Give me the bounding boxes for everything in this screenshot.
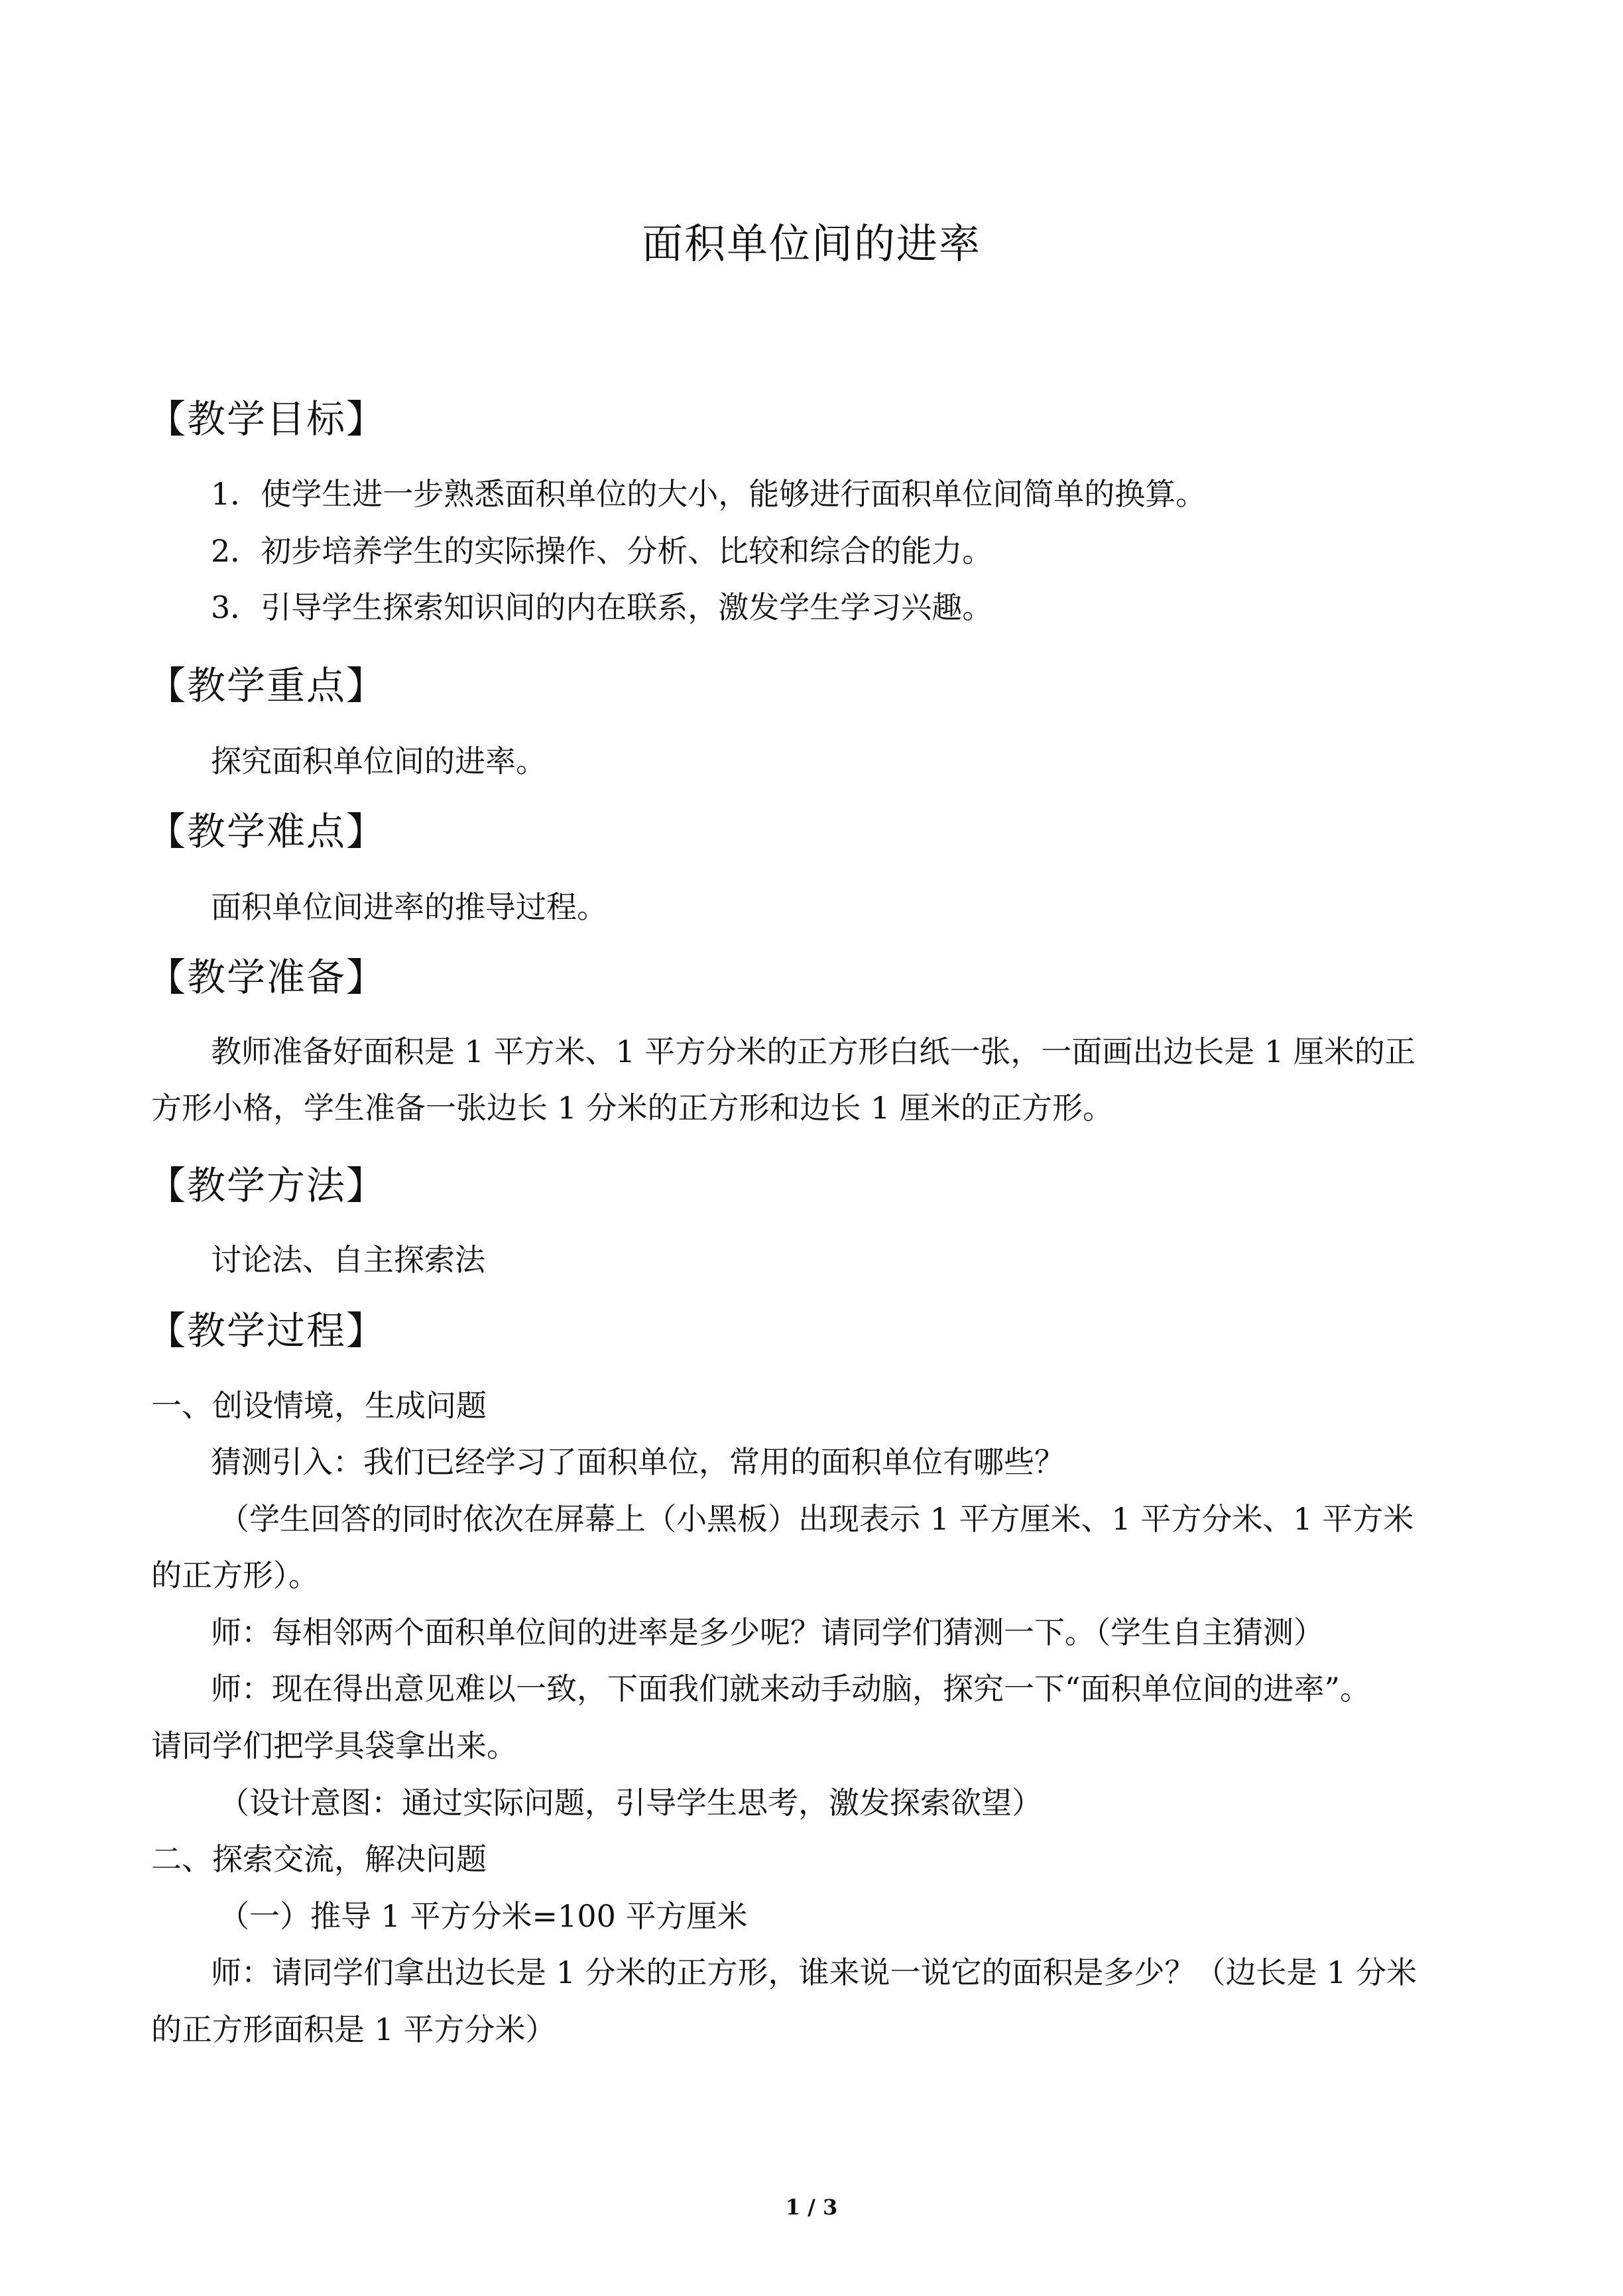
process-paragraph-4-line-1: 师：现在得出意见难以一致，下面我们就来动手动脑，探究一下“面积单位间的进率”。 [211,1671,1371,1707]
process-subsection-1: （一）推导 1 平方分米=100 平方厘米 [219,1898,748,1934]
heading-difficulty: 【教学难点】 [147,809,387,854]
preparation-line-2: 方形小格，学生准备一张边长 1 分米的正方形和边长 1 厘米的正方形。 [151,1090,1114,1126]
process-part1-title: 一、创设情境，生成问题 [151,1388,487,1423]
difficulty-text: 面积单位间进率的推导过程。 [211,889,607,925]
process-paragraph-3: 师：每相邻两个面积单位间的进率是多少呢？请同学们猜测一下。（学生自主猜测） [211,1614,1324,1650]
heading-key-point: 【教学重点】 [147,663,387,708]
document-title: 面积单位间的进率 [641,219,981,268]
heading-method: 【教学方法】 [147,1163,387,1208]
heading-process: 【教学过程】 [147,1308,387,1353]
preparation-line-1: 教师准备好面积是 1 平方米、1 平方分米的正方形白纸一张，一面画出边长是 1 厘米的正 [211,1034,1415,1069]
objective-item-3: 3．引导学生探索知识间的内在联系，激发学生学习兴趣。 [211,589,993,625]
page-number: 1 / 3 [785,2195,838,2220]
process-paragraph-2-line-1: （学生回答的同时依次在屏幕上（小黑板）出现表示 1 平方厘米、1 平方分米、1 平方米 [219,1501,1414,1537]
objective-item-1: 1．使学生进一步熟悉面积单位的大小，能够进行面积单位间简单的换算。 [211,476,1207,512]
process-part2-title: 二、探索交流，解决问题 [151,1841,487,1877]
process-paragraph-2-line-2: 的正方形）。 [151,1557,319,1593]
process-paragraph-4-line-2: 请同学们把学具袋拿出来。 [151,1728,517,1764]
key-point-text: 探究面积单位间的进率。 [211,743,546,779]
objective-item-2: 2．初步培养学生的实际操作、分析、比较和综合的能力。 [211,533,993,569]
process-paragraph-6-line-2: 的正方形面积是 1 平方分米） [151,2012,556,2047]
heading-objectives: 【教学目标】 [147,396,387,442]
heading-preparation: 【教学准备】 [147,955,387,1000]
process-paragraph-6-line-1: 师：请同学们拿出边长是 1 分米的正方形，谁来说一说它的面积是多少？（边长是 1 分米 [211,1955,1417,1990]
method-text: 讨论法、自主探索法 [211,1242,485,1278]
process-paragraph-5: （设计意图：通过实际问题，引导学生思考，激发探索欲望） [219,1785,1042,1821]
process-paragraph-1: 猜测引入：我们已经学习了面积单位，常用的面积单位有哪些？ [211,1444,1065,1480]
